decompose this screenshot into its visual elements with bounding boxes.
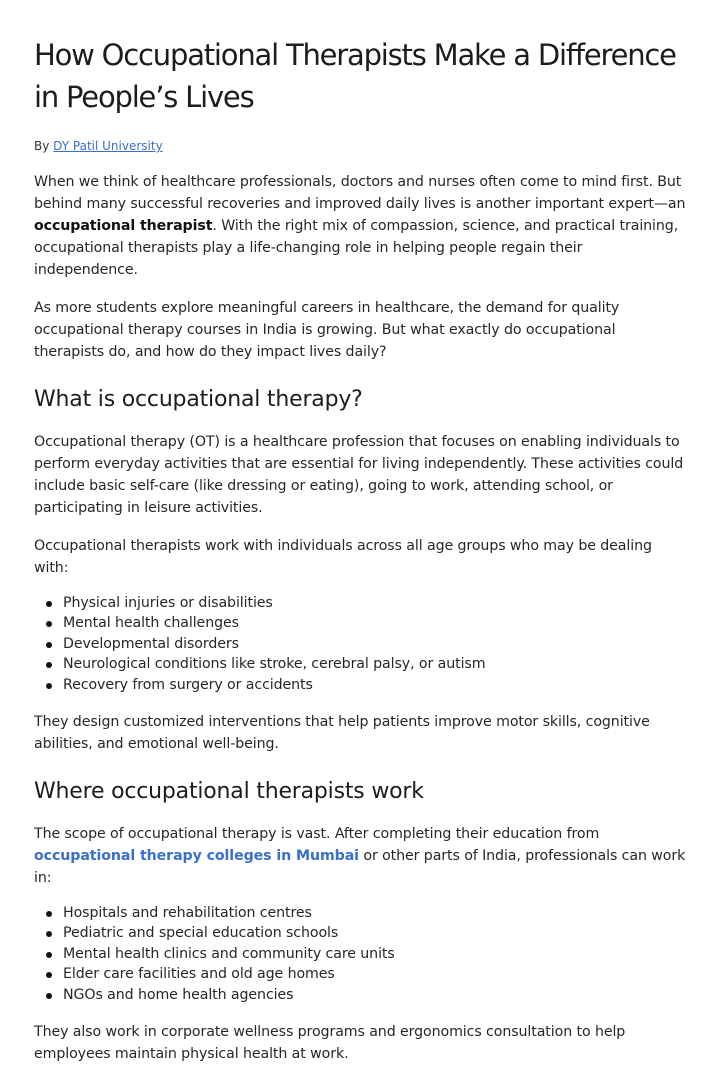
list-item	[46, 654, 686, 674]
list-item	[46, 613, 686, 633]
list-item	[46, 903, 686, 923]
section2-text-2: or other parts of India, professionals can work in:	[34, 848, 686, 887]
bullet-icon	[46, 993, 52, 999]
section-heading-what-is-ot: What is occupational therapy?	[34, 387, 363, 412]
article-title: How Occupational Therapists Make a Difference in People’s Lives	[34, 38, 676, 114]
bullet-icon	[46, 931, 52, 937]
intro-text-2: . With the right mix of compassion, science, and practical training, occupational therapists play a life-changing role in helping people regain their independence.	[34, 218, 679, 278]
list-item	[46, 944, 686, 964]
list-item-text: NGOs and home health agencies	[63, 986, 294, 1003]
list-item-text: Mental health clinics and community care units	[63, 945, 395, 962]
list-item-text: Recovery from surgery or accidents	[63, 676, 313, 693]
bullet-icon	[46, 911, 52, 917]
section2-paragraph-1	[34, 823, 686, 889]
conditions-list	[34, 593, 686, 695]
list-item-text: Hospitals and rehabilitation centres	[63, 905, 312, 922]
workplaces-list	[34, 903, 686, 1005]
list-item	[46, 964, 686, 984]
bullet-icon	[46, 952, 52, 958]
section1-paragraph-3: They design customized interventions that help patients improve motor skills, cognitive abilities, and emotional well-being.	[34, 714, 650, 753]
section-heading-where-they-work: Where occupational therapists work	[34, 779, 424, 805]
ot-colleges-mumbai-link[interactable]: occupational therapy colleges in Mumbai	[34, 848, 359, 865]
list-item-text: Elder care facilities and old age homes	[63, 966, 335, 983]
list-item	[46, 593, 686, 613]
list-item-text: Physical injuries or disabilities	[63, 595, 273, 611]
list-item-text: Pediatric and special education schools	[63, 925, 339, 942]
section1-paragraph-2: Occupational therapists work with individuals across all age groups who may be dealing with:	[34, 538, 652, 576]
section2-paragraph-2: They also work in corporate wellness programs and ergonomics consultation to help employees maintain physical health at work.	[34, 1024, 626, 1063]
author-link[interactable]: DY Patil University	[53, 139, 163, 153]
list-item	[46, 985, 686, 1005]
bullet-icon	[46, 662, 52, 668]
list-item	[46, 675, 686, 695]
bullet-icon	[46, 683, 52, 689]
section2-text-1: The scope of occupational therapy is vast. After completing their education from	[34, 826, 600, 843]
list-item	[46, 634, 686, 654]
bullet-icon	[46, 972, 52, 978]
intro-text-1: When we think of healthcare professionals, doctors and nurses often come to mind first. But behind many successful recoveries and improved daily lives is another important expert—an	[34, 174, 686, 212]
intro-paragraph-1	[34, 171, 686, 281]
bullet-icon	[46, 642, 52, 648]
bullet-icon	[46, 601, 52, 607]
byline-prefix: By	[34, 139, 50, 153]
list-item-text: Neurological conditions like stroke, cerebral palsy, or autism	[63, 656, 486, 673]
list-item-text: Developmental disorders	[63, 635, 239, 652]
section1-paragraph-1: Occupational therapy (OT) is a healthcare profession that focuses on enabling individuals to perform everyday activities that are essential for living independently. These activities could include basic self-care (like dressing or eating), going to work, attending school, or participating in leisure activities.	[34, 434, 684, 516]
intro-paragraph-2: As more students explore meaningful careers in healthcare, the demand for quality occupational therapy courses in India is growing. But what exactly do occupational therapists do, and how do they impact lives daily?	[34, 300, 620, 360]
list-item-text: Mental health challenges	[63, 615, 239, 632]
byline	[34, 138, 686, 154]
bullet-icon	[46, 621, 52, 627]
intro-bold-term: occupational therapist	[34, 218, 213, 234]
list-item	[46, 923, 686, 943]
